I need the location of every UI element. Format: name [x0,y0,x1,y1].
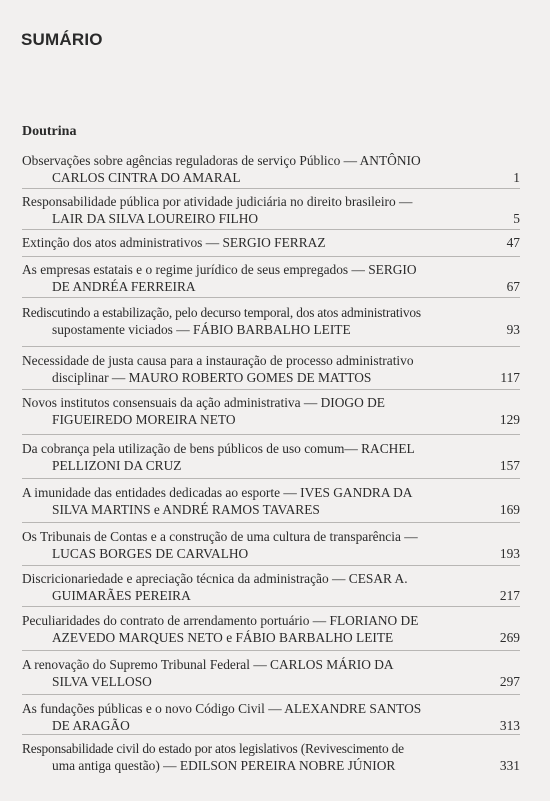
toc-page-number: 47 [506,235,520,250]
toc-entry[interactable] [22,352,520,386]
entry-divider [22,297,520,298]
toc-page-number: 313 [499,718,520,733]
section-heading: Doutrina [22,124,77,139]
entry-divider [22,734,520,735]
toc-entry-title [22,234,470,251]
toc-page-number: 93 [506,322,520,337]
toc-entry-line: LAIR DA SILVA LOUREIRO FILHO [52,211,259,226]
toc-page-number: 67 [506,279,520,294]
toc-entry-line: GUIMARÃES PEREIRA [52,588,191,603]
toc-page-number: 193 [499,546,520,561]
toc-page-number: 269 [499,630,520,645]
toc-entry-line: Novos institutos consensuais da ação administrativa — DIOGO DE [22,395,385,410]
toc-entry[interactable] [22,234,520,251]
toc-entry[interactable] [22,261,520,295]
toc-entry-line: PELLIZONI DA CRUZ [52,458,182,473]
entry-divider [22,229,520,230]
toc-page-number: 169 [499,502,520,517]
toc-entry-line: LUCAS BORGES DE CARVALHO [52,546,249,561]
entry-divider [22,694,520,695]
toc-page-number: 5 [513,211,520,226]
toc-entry-title [22,570,470,604]
toc-entry-line: DE ANDRÉA FERREIRA [52,279,196,294]
toc-entry-line: Discricionariedade e apreciação técnica da administração — CESAR A. [22,571,408,586]
toc-entry[interactable] [22,612,520,646]
entry-divider [22,256,520,257]
toc-entry-line: Responsabilidade civil do estado por atos legislativos (Revivescimento de [22,741,404,756]
toc-entry-line: A imunidade das entidades dedicadas ao esporte — IVES GANDRA DA [22,485,413,500]
toc-entry-title [22,440,470,474]
toc-entry[interactable] [22,152,520,186]
toc-entry-title [22,528,470,562]
toc-entry-line: Observações sobre agências reguladoras de serviço Público — ANTÔNIO [22,153,421,168]
toc-entry-title [22,152,470,186]
toc-page-number: 117 [500,370,520,385]
toc-entry-line: disciplinar — MAURO ROBERTO GOMES DE MATTOS [52,370,372,385]
toc-entry-title [22,394,470,428]
toc-entry-line: As fundações públicas e o novo Código Civil — ALEXANDRE SANTOS [22,701,422,716]
toc-entry-line: supostamente viciados — FÁBIO BARBALHO LEITE [52,322,351,337]
toc-entry-line: FIGUEIREDO MOREIRA NETO [52,412,236,427]
entry-divider [22,389,520,390]
entry-divider [22,565,520,566]
toc-entry-line: AZEVEDO MARQUES NETO e FÁBIO BARBALHO LEITE [52,630,394,645]
toc-entry-line: As empresas estatais e o regime jurídico de seus empregados — SERGIO [22,262,417,277]
entry-divider [22,188,520,189]
toc-entry-line: SILVA VELLOSO [52,674,152,689]
toc-entry[interactable] [22,440,520,474]
toc-entry-line: Necessidade de justa causa para a instauração de processo administrativo [22,353,414,368]
toc-entry-line: Peculiaridades do contrato de arrendamento portuário — FLORIANO DE [22,613,419,628]
toc-entry[interactable] [22,304,520,338]
toc-entry[interactable] [22,700,520,734]
toc-entry-line: Extinção dos atos administrativos — SERGIO FERRAZ [22,235,326,250]
toc-entry[interactable] [22,570,520,604]
toc-entry[interactable] [22,740,520,774]
toc-entry-line: Responsabilidade pública por atividade judiciária no direito brasileiro — [22,194,413,209]
toc-entry-title [22,193,470,227]
entry-divider [22,606,520,607]
toc-entry-title [22,656,470,690]
entry-divider [22,522,520,523]
entry-divider [22,434,520,435]
toc-entry-title [22,261,470,295]
toc-entry-line: Da cobrança pela utilização de bens públicos de uso comum— RACHEL [22,441,415,456]
toc-page-number: 157 [499,458,520,473]
entry-divider [22,346,520,347]
toc-entry-line: Rediscutindo a estabilização, pelo decurso temporal, dos atos administrativos [22,305,421,320]
toc-entry[interactable] [22,656,520,690]
toc-entry-line: A renovação do Supremo Tribunal Federal — CARLOS MÁRIO DA [22,657,394,672]
toc-entry-title [22,484,470,518]
toc-entry-title [22,612,470,646]
toc-entry[interactable] [22,193,520,227]
toc-page-number: 217 [499,588,520,603]
page-title: SUMÁRIO [21,30,103,49]
toc-entry-line: CARLOS CINTRA DO AMARAL [52,170,241,185]
entry-divider [22,478,520,479]
toc-entry-title [22,352,470,386]
toc-entry-line: DE ARAGÃO [52,718,130,733]
entry-divider [22,650,520,651]
toc-page-number: 1 [513,170,520,185]
toc-entry[interactable] [22,484,520,518]
toc-entry[interactable] [22,528,520,562]
toc-page-number: 331 [499,758,520,773]
toc-entry-line: SILVA MARTINS e ANDRÉ RAMOS TAVARES [52,502,320,517]
toc-entry-title [22,700,470,734]
toc-page-number: 297 [499,674,520,689]
toc-entry-line: uma antiga questão) — EDILSON PEREIRA NOBRE JÚNIOR [52,758,396,773]
toc-entry-title [22,304,470,338]
toc-page-number: 129 [499,412,520,427]
toc-entry-title [22,740,470,774]
toc-entry-line: Os Tribunais de Contas e a construção de uma cultura de transparência — [22,529,418,544]
toc-entry[interactable] [22,394,520,428]
